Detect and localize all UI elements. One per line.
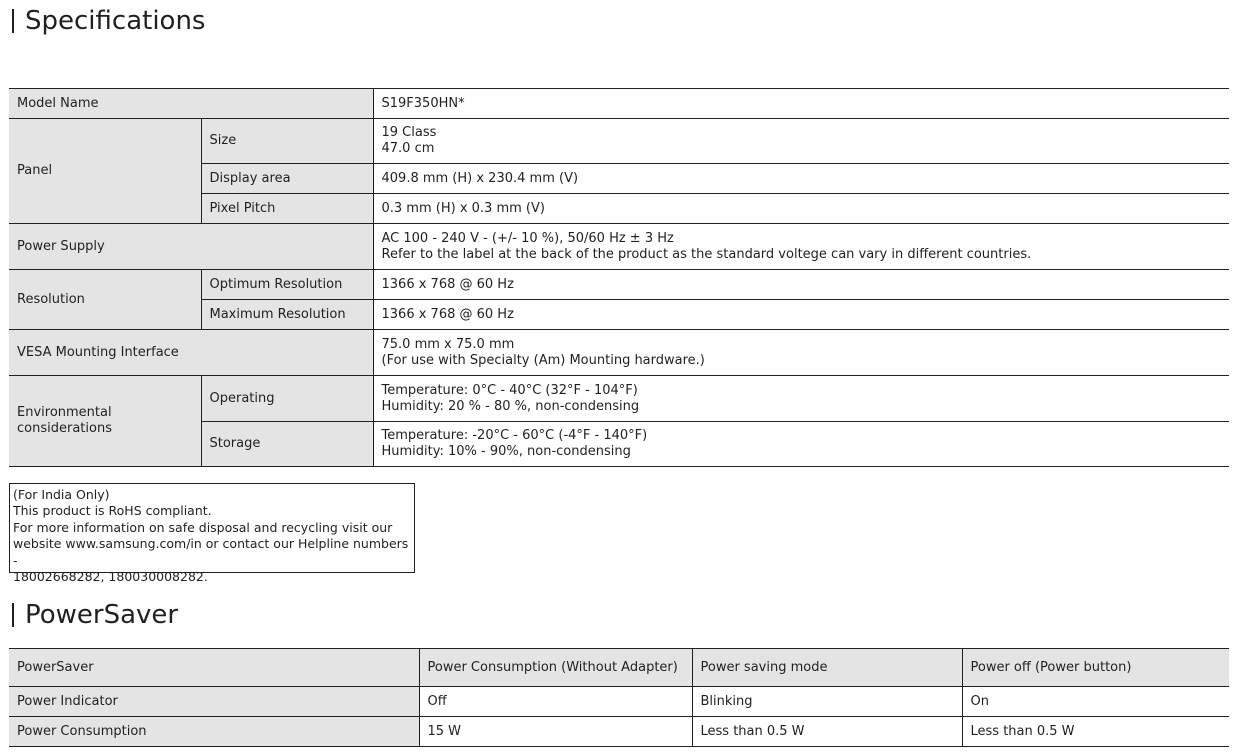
- operating-value: Temperature: 0°C - 40°C (32°F - 104°F) Humidity: 20 % - 80 %, non-condensing: [373, 376, 1229, 422]
- powersaver-heading: PowerSaver: [12, 600, 178, 630]
- table-header-row: [9, 649, 1229, 687]
- maximum-resolution-label: Maximum Resolution: [201, 300, 373, 330]
- optimum-resolution-label: Optimum Resolution: [201, 270, 373, 300]
- column-header: Power off (Power button): [962, 649, 1229, 687]
- table-row: [9, 224, 1229, 270]
- specifications-table: [9, 88, 1229, 467]
- table-cell: On: [962, 687, 1229, 717]
- row-label: Power Consumption: [9, 717, 419, 747]
- column-header: Power Consumption (Without Adapter): [419, 649, 692, 687]
- environment-label: Environmental considerations: [9, 376, 201, 467]
- maximum-resolution-value: 1366 x 768 @ 60 Hz: [373, 300, 1229, 330]
- specifications-heading: Specifications: [12, 6, 205, 36]
- powersaver-table: [9, 648, 1229, 747]
- model-name-label: Model Name: [9, 89, 373, 119]
- model-name-value: S19F350HN*: [373, 89, 1229, 119]
- storage-label: Storage: [201, 422, 373, 467]
- vesa-value: 75.0 mm x 75.0 mm (For use with Specialty (Am) Mounting hardware.): [373, 330, 1229, 376]
- pixel-pitch-label: Pixel Pitch: [201, 194, 373, 224]
- table-cell: Off: [419, 687, 692, 717]
- display-area-value: 409.8 mm (H) x 230.4 mm (V): [373, 164, 1229, 194]
- resolution-label: Resolution: [9, 270, 201, 330]
- optimum-resolution-value: 1366 x 768 @ 60 Hz: [373, 270, 1229, 300]
- row-label: Power Indicator: [9, 687, 419, 717]
- size-value: 19 Class 47.0 cm: [373, 119, 1229, 164]
- operating-label: Operating: [201, 376, 373, 422]
- column-header: Power saving mode: [692, 649, 962, 687]
- power-supply-label: Power Supply: [9, 224, 373, 270]
- table-row: [9, 89, 1229, 119]
- vesa-label: VESA Mounting Interface: [9, 330, 373, 376]
- india-rohs-notice: (For India Only) This product is RoHS compliant. For more information on safe disposal and recycling visit our website www.samsung.com/in or contact our Helpline numbers - 18002668282, 180030008282.: [9, 483, 415, 573]
- table-cell: Less than 0.5 W: [692, 717, 962, 747]
- storage-value: Temperature: -20°C - 60°C (-4°F - 140°F) Humidity: 10% - 90%, non-condensing: [373, 422, 1229, 467]
- size-label: Size: [201, 119, 373, 164]
- table-row: [9, 717, 1229, 747]
- table-cell: Blinking: [692, 687, 962, 717]
- table-row: [9, 119, 1229, 164]
- power-supply-value: AC 100 - 240 V - (+/- 10 %), 50/60 Hz ± 3 Hz Refer to the label at the back of the product as the standard voltege can vary in different countries.: [373, 224, 1229, 270]
- table-row: [9, 330, 1229, 376]
- panel-label: Panel: [9, 119, 201, 224]
- table-row: [9, 376, 1229, 422]
- table-row: [9, 687, 1229, 717]
- table-cell: Less than 0.5 W: [962, 717, 1229, 747]
- table-row: [9, 270, 1229, 300]
- column-header: PowerSaver: [9, 649, 419, 687]
- pixel-pitch-value: 0.3 mm (H) x 0.3 mm (V): [373, 194, 1229, 224]
- display-area-label: Display area: [201, 164, 373, 194]
- table-cell: 15 W: [419, 717, 692, 747]
